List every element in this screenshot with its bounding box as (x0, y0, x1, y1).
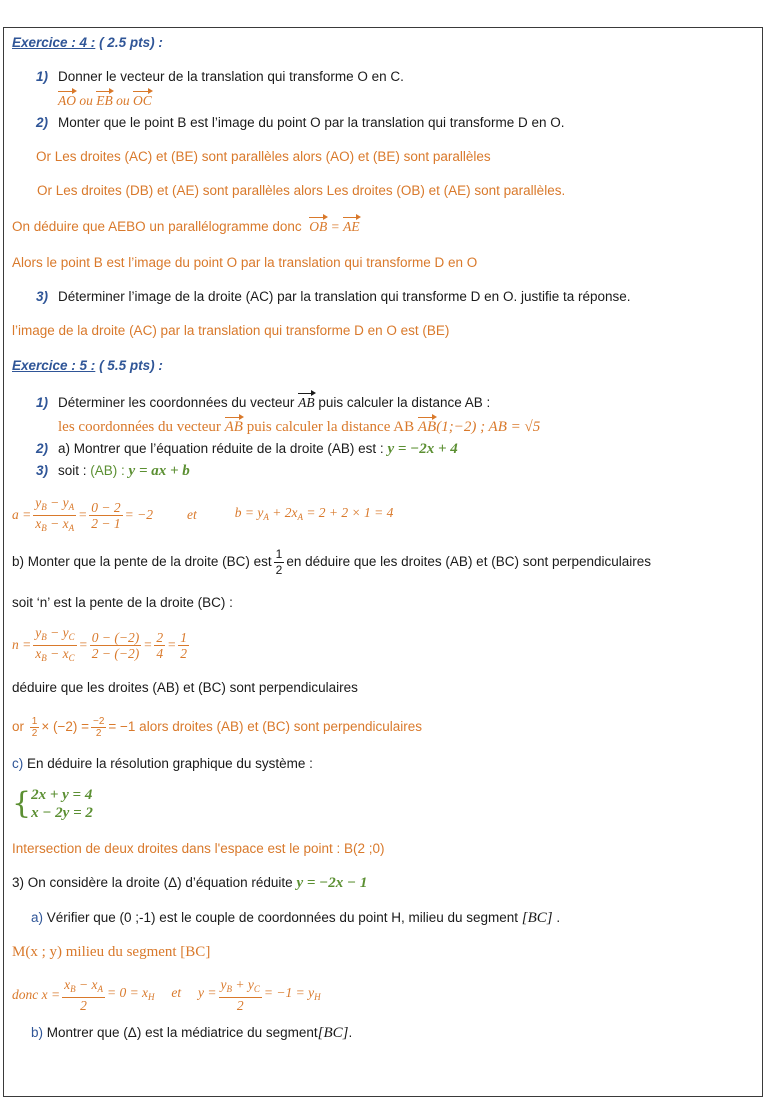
vector-ab: AB (298, 395, 315, 410)
donc-frac2-den: 2 (236, 998, 244, 1013)
ex5-q1-num: 1) (36, 395, 49, 410)
ex4-q1-num: 1) (36, 69, 49, 84)
midpoint-calculation (12, 976, 321, 1014)
ex5-qa-text: Vérifier que (0 ;-1) est le couple de coordonnées du point H, milieu du segment (43, 910, 522, 925)
ex4-answer-line1: Or Les droites (AC) et (BE) sont parallèles alors (AO) et (BE) sont parallèles (36, 149, 491, 164)
system-brace: { (12, 786, 32, 821)
ex4-q2-text: Monter que le point B est l’image du point O par la translation qui transforme D en O. (58, 115, 565, 130)
ex4-q3-text: Déterminer l’image de la droite (AC) par la translation qui transforme D en O. justifie ta réponse. (58, 289, 631, 304)
donc-lhs: donc x = (12, 987, 61, 1002)
slope-n-frac3-num: 2 (156, 629, 164, 645)
ex5-q1 (36, 394, 490, 412)
ex5-qa (31, 909, 560, 927)
vector-eb: EB (96, 93, 113, 108)
perpendicular-check (12, 712, 422, 742)
slope-n-frac1-den: $x_B - x_C$ (35, 645, 75, 663)
ex4-q2 (36, 114, 565, 132)
slope-n-frac3-den: 4 (156, 645, 164, 661)
ex5-qb-text-a: b) Monter que la pente de la droite (BC) est (12, 554, 272, 569)
ex5-qbb (31, 1024, 352, 1042)
slope-a-calculation (12, 496, 393, 534)
ex5-q3-ab: (AB) : (90, 463, 129, 478)
vector-oc: OC (133, 93, 152, 108)
ex5-qa-end: . (552, 910, 561, 925)
ex5-qb-frac-num: 1 (275, 546, 283, 561)
slope-a-frac1-den: $x_B - x_A$ (35, 515, 75, 533)
ex4-title: Exercice : 4 : (12, 35, 96, 50)
ex4-answer-line3-text: On déduire que AEBO un parallélogramme donc (12, 219, 302, 234)
system-eq2: x − 2y = 2 (31, 805, 93, 821)
soit-n-line: soit ‘n’ est la pente de la droite (BC) : (12, 595, 233, 610)
equation-system (12, 786, 93, 822)
ex4-q3-num: 3) (36, 289, 49, 304)
slope-a-frac2-num: 0 − 2 (91, 499, 121, 515)
or-product: × (−2) = (41, 719, 89, 734)
ex4-answer-line2: Or Les droites (DB) et (AE) sont parallèles alors Les droites (OB) et (AE) sont parallèles. (37, 183, 566, 198)
ex5-q1-text-a: Déterminer les coordonnées du vecteur (58, 395, 299, 410)
ex5-q2-equation: y = −2x + 4 (387, 441, 458, 457)
ex5-q3-num: 3) (36, 463, 49, 478)
ex4-q1-answer (58, 92, 152, 110)
ex4-q3-answer: l’image de la droite (AC) par la translation qui transforme D en O est (BE) (12, 323, 450, 338)
slope-a-result: = −2 (124, 507, 153, 522)
donc-frac2-num: $y_B + y_C$ (219, 977, 262, 998)
equals-sign: = (327, 219, 344, 234)
ex5-q1-answer (58, 418, 540, 436)
ex4-answer-line3 (12, 218, 360, 236)
ex4-points: ( 2.5 pts) : (95, 35, 163, 50)
or-conclusion: = −1 alors droites (AB) et (BC) sont perpendiculaires (108, 719, 423, 734)
ex5-q3b-equation: y = −2x − 1 (296, 875, 368, 891)
or-word-2: ou (112, 93, 133, 108)
slope-a-eq: = (78, 507, 88, 522)
ex5-qb-frac-den: 2 (275, 562, 283, 577)
vector-ao: AO (58, 93, 76, 108)
ex5-qbb-letter: b) (31, 1025, 44, 1040)
ex5-q2-text: a) Montrer que l’équation réduite de la droite (AB) est : (58, 441, 388, 456)
slope-n-frac1-num: $y_B - y_C$ (33, 625, 76, 646)
vector-ae: AE (343, 219, 360, 234)
ex5-q1-text-b: puis calculer la distance AB : (314, 395, 491, 410)
or-frac2-den: 2 (95, 727, 102, 739)
donc-frac1-num: $x_B - x_A$ (62, 977, 105, 998)
ex5-qb-text-b: en déduire que les droites (AB) et (BC) sont perpendiculaires (286, 554, 652, 569)
donc-mid: = $0 = x_H$ et y = (106, 985, 217, 1002)
ex5-q2 (36, 440, 458, 458)
ex5-qbb-segment: [BC] (317, 1025, 349, 1041)
slope-a-frac1-num: $y_B - y_A$ (33, 495, 76, 516)
vector-ab-answer-2: AB (417, 419, 437, 435)
slope-n-frac4-num: 1 (180, 629, 187, 645)
midpoint-line: M(x ; y) milieu du segment [BC] (12, 944, 211, 960)
ex5-qc (12, 755, 313, 773)
ex5-q1-answer-a: les coordonnées du vecteur (58, 419, 225, 435)
vector-ob: OB (309, 219, 328, 234)
ex5-q2-num: 2) (36, 441, 49, 456)
ex5-points: ( 5.5 pts) : (95, 358, 163, 373)
ex5-qa-segment: [BC] (521, 910, 553, 926)
ex5-q3b-text: 3) On considère la droite (Δ) d’équation réduite (12, 875, 297, 890)
slope-n-calculation: n = $\frac{y_B - y_C}{x_B - x_C}$ = $\frac{0 - (-2)}{2 - (-2)}$ = $\frac{2}{4}$ = $\frac{1}{2}$ (12, 626, 191, 664)
ex4-header (12, 34, 163, 52)
slope-a-et: et (186, 507, 197, 522)
system-eq1: 2x + y = 4 (31, 787, 93, 803)
vector-ab-answer: AB (224, 419, 243, 435)
slope-a-frac2-den: 2 − 1 (91, 515, 121, 531)
slope-n-lhs: n = (12, 637, 32, 652)
ex5-q1-answer-c: (1;−2) ; AB = √5 (436, 419, 541, 435)
ex5-q3b (12, 874, 367, 892)
intercept-b: $b = y_A + 2x_A = 2 + 2 \times 1 = 4$ (234, 505, 394, 522)
intersection-line: Intersection de deux droites dans l'espace est le point : B(2 ;0) (12, 841, 385, 856)
ex5-title: Exercice : 5 : (12, 358, 96, 373)
ex5-q3 (36, 462, 190, 480)
ex4-q3 (36, 288, 631, 306)
donc-frac1-den: 2 (80, 998, 87, 1013)
ex5-q1-answer-b: puis calculer la distance AB (242, 419, 418, 435)
slope-n-frac2-den: 2 − (−2) (91, 645, 140, 661)
ex5-header (12, 357, 163, 375)
ex4-q2-num: 2) (36, 115, 49, 130)
donc-end: = $-1 = y_H$ (263, 985, 321, 1002)
or-frac1-num: 1 (31, 715, 38, 727)
or-frac2-num: −2 (93, 715, 105, 727)
ex5-qbb-end: . (348, 1025, 353, 1040)
deduire-line: déduire que les droites (AB) et (BC) sont perpendiculaires (12, 680, 358, 695)
ex5-qbb-text: Montrer que (Δ) est la médiatrice du segment (43, 1025, 318, 1040)
or-frac1-den: 2 (31, 727, 38, 739)
or-word-1: ou (76, 93, 97, 108)
slope-a-lhs: a = (12, 507, 32, 522)
ex5-q3-text: soit : (58, 463, 91, 478)
slope-n-frac4-den: 2 (180, 645, 187, 661)
ex5-q3-equation: y = ax + b (128, 463, 190, 479)
slope-n-frac2-num: 0 − (−2) (91, 629, 140, 645)
ex4-q1 (36, 68, 404, 86)
ex4-q1-text: Donner le vecteur de la translation qui transforme O en C. (58, 69, 404, 84)
ex5-qc-text: En déduire la résolution graphique du système : (23, 756, 313, 771)
or-word: or (12, 719, 25, 734)
ex5-qa-letter: a) (31, 910, 44, 925)
ex4-answer-line4: Alors le point B est l’image du point O par la translation qui transforme D en O (12, 255, 478, 270)
ex5-qb (12, 544, 651, 580)
ex5-qc-letter: c) (12, 756, 24, 771)
